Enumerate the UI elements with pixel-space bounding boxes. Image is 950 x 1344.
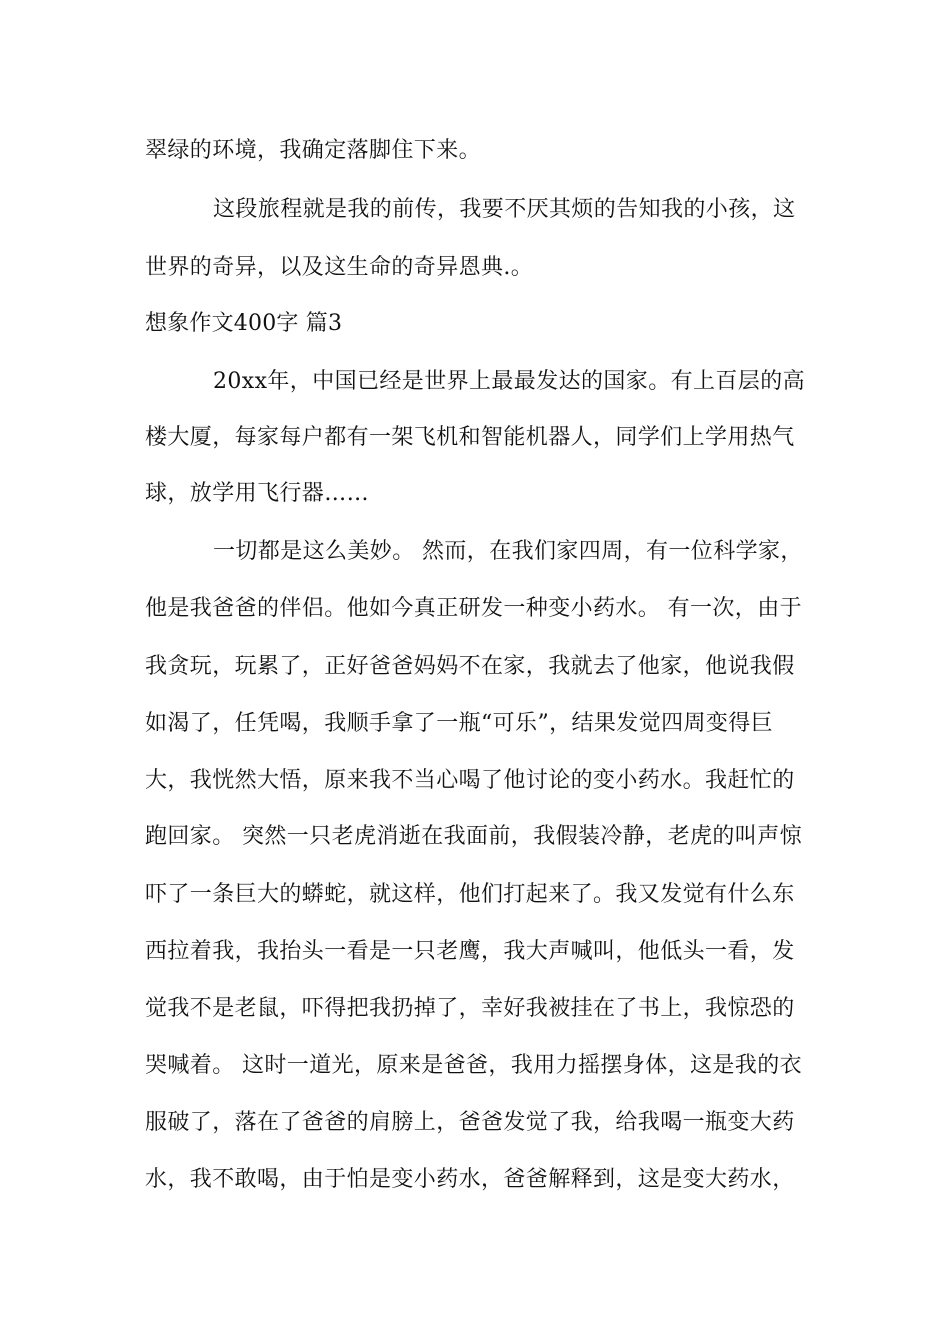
paragraph-first-line: 20xx年，中国已经是世界上最最发达的国家。有上百层的高 — [213, 369, 806, 394]
text-line: 跑回家。 突然一只老虎消逝在我面前，我假装冷静，老虎的叫声惊 — [145, 824, 802, 849]
text-line: 大，我恍然大悟，原来我不当心喝了他讨论的变小药水。我赶忙的 — [145, 768, 795, 793]
paragraph-first-line: 这段旅程就是我的前传，我要不厌其烦的告知我的小孩，这 — [213, 197, 796, 222]
text-line: 球，放学用飞行器…… — [145, 481, 370, 506]
text-line: 翠绿的环境，我确定落脚住下来。 — [145, 138, 482, 163]
text-line: 世界的奇异，以及这生命的奇异恩典.。 — [145, 255, 534, 280]
text-line: 水，我不敢喝，由于怕是变小药水，爸爸解释到，这是变大药水， — [145, 1167, 795, 1192]
text-line: 如渴了，任凭喝，我顺手拿了一瓶“可乐”，结果发觉四周变得巨 — [145, 711, 774, 736]
text-line: 他是我爸爸的伴侣。他如今真正研发一种变小药水。 有一次，由于 — [145, 596, 802, 621]
section-heading: 想象作文400字 篇3 — [145, 311, 343, 336]
text-line: 觉我不是老鼠，吓得把我扔掉了，幸好我被挂在了书上，我惊恐的 — [145, 996, 795, 1021]
paragraph-first-line: 一切都是这么美妙。 然而，在我们家四周，有一位科学家， — [213, 539, 803, 564]
text-line: 我贪玩，玩累了，正好爸爸妈妈不在家，我就去了他家，他说我假 — [145, 654, 795, 679]
text-line: 西拉着我，我抬头一看是一只老鹰，我大声喊叫，他低头一看，发 — [145, 939, 795, 964]
text-line: 楼大厦，每家每户都有一架飞机和智能机器人，同学们上学用热气 — [145, 425, 795, 450]
text-line: 吓了一条巨大的蟒蛇，就这样，他们打起来了。我又发觉有什么东 — [145, 882, 795, 907]
text-line: 哭喊着。 这时一道光，原来是爸爸，我用力摇摆身体，这是我的衣 — [145, 1053, 802, 1078]
text-line: 服破了，落在了爸爸的肩膀上，爸爸发觉了我，给我喝一瓶变大药 — [145, 1110, 795, 1135]
